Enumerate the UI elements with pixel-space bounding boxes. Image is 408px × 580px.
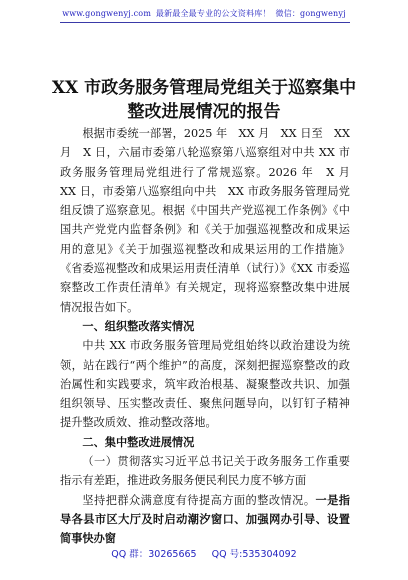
document-body [60, 124, 362, 549]
title-line-2: 整改进展情况的报告 [127, 102, 281, 122]
paragraph-organization: 中共 XX 市政务服务管理局党组始终以政治建设为统领，站在践行“两个维护”的高度，深刻把握巡察整改的政治属性和实践要求，筑牢政治根基、凝聚整改共识、加强组织领导、压实整改责任、聚焦问题导向，以钉钉子精神提升整改质效、推动整改落地。 [60, 339, 350, 430]
qq-number: QQ 号:535304092 [211, 549, 297, 560]
paragraph-progress [60, 491, 350, 549]
progress-bold-text: 一是指导各县市区大厅及时启动潮汐窗口、加强网办引导、设置简事快办窗 [60, 492, 350, 546]
section-heading-2: 二、集中整改进展情况 [82, 434, 195, 449]
title-line-1: XX 市政务服务管理局党组关于巡察集中 [51, 78, 357, 98]
qq-group: QQ 群：30265665 [111, 549, 197, 560]
site-url[interactable]: www.gongwenyj.com [62, 9, 152, 18]
site-slogan: 最新最全最专业的公文资料库！ [155, 9, 271, 18]
document-title [0, 76, 408, 124]
section-heading-1: 一、组织整改落实情况 [82, 318, 195, 333]
progress-text: 坚持把群众满意度有待提高方面的整改情况。 [82, 493, 316, 507]
paragraph-subsection-1: （一）贯彻落实习近平总书记关于政务服务工作重要指示有差距，推进政务服务便民利民力度不够方面 [60, 455, 350, 488]
wechat-id: 微信：gongwenyj [275, 9, 346, 18]
site-header [0, 8, 408, 19]
page-footer [0, 546, 408, 560]
paragraph-intro: 根据市委统一部署，2025 年 XX 月 XX 日至 XX 月 X 日，六届市委第八轮巡察第八巡察组对中共 XX 市政务服务管理局党组进行了常规巡察。2026 年 X 月 XX 日，市委第八巡察组向中共 XX 市政务服务管理局党组反馈了巡察意见。根据《中国共产党巡视工作条例》《中国共产党党内监督条例》和《关于加强巡视整改和成果运用的意见》《关于加强巡视整改和成果运用的工作措施》《省委巡视整改和成果运用责任清单（试行）》《XX 市委巡察整改工作责任清单》有关规定，现将巡察整改集中进展情况报告如下。 [60, 127, 362, 314]
header-divider [60, 22, 350, 23]
